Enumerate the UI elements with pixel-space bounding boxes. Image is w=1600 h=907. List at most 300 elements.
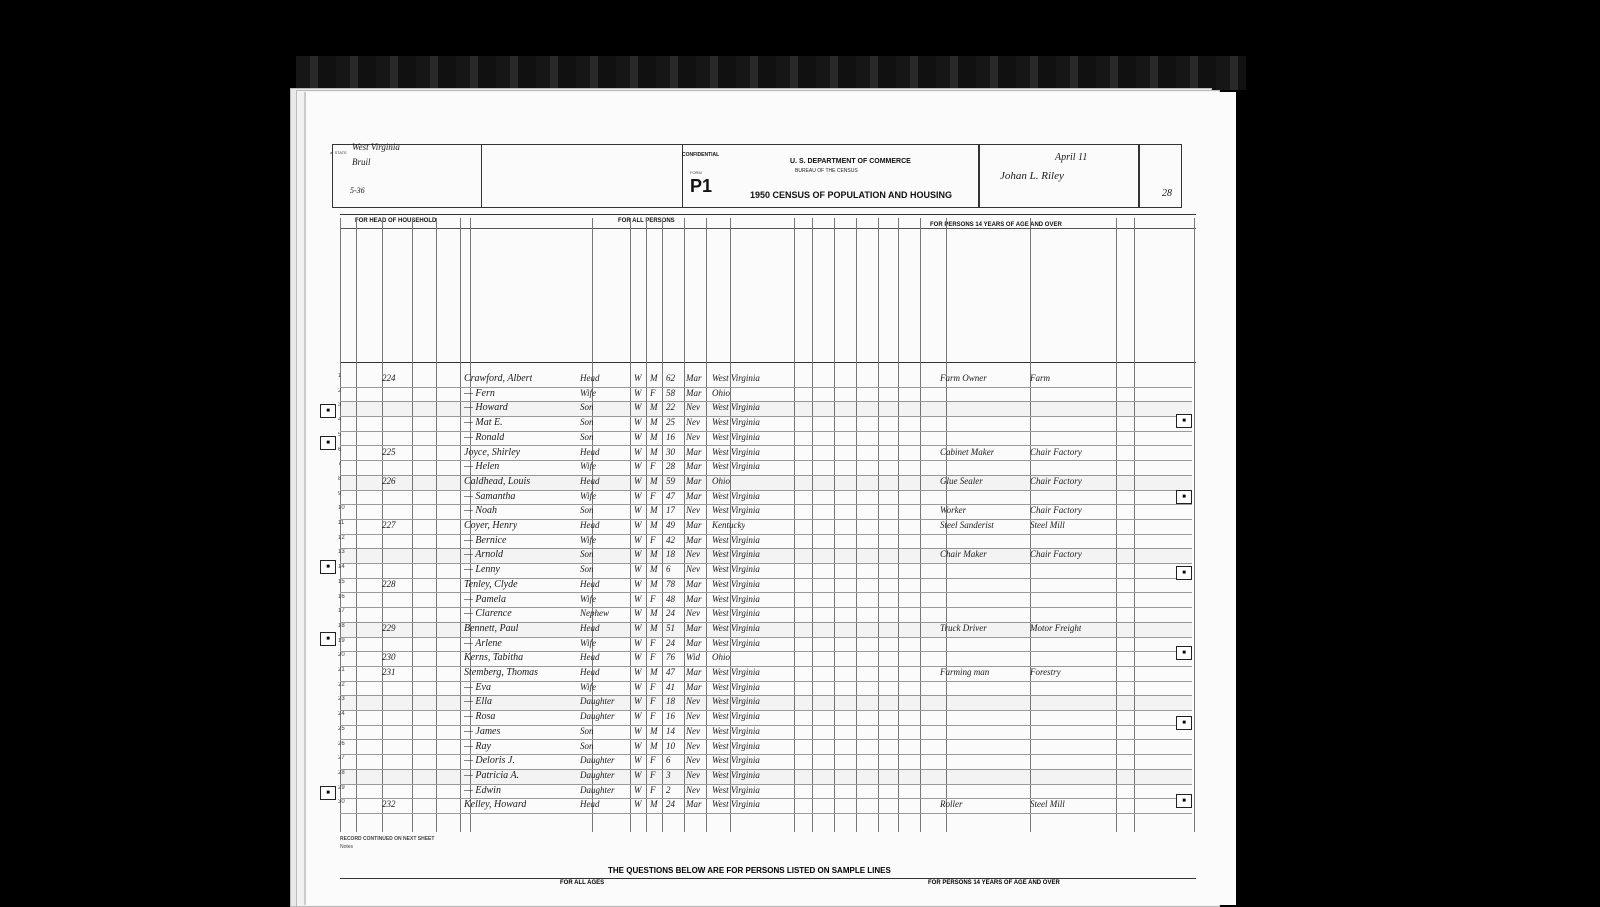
cell-name: — Deloris J.	[464, 755, 515, 767]
cell-marital: Nev	[686, 696, 700, 707]
cell-marital: Mar	[686, 637, 702, 648]
cell-line: 21	[338, 667, 345, 673]
cell-name: — Lenny	[464, 564, 500, 576]
cell-age: 17	[666, 505, 675, 516]
cell-name: — Rosa	[464, 711, 496, 723]
sample-line-marker: ■	[320, 632, 336, 646]
cell-relation: Head	[580, 622, 600, 633]
sheet-number-box	[1138, 144, 1182, 208]
cell-age: 78	[666, 578, 675, 589]
cell-birthplace: West Virginia	[712, 578, 760, 589]
sheet-number-value: 28	[1162, 188, 1172, 199]
cell-relation: Head	[580, 667, 600, 677]
sample-line-marker: ■	[320, 436, 336, 450]
cell-relation: Son	[580, 505, 594, 516]
cell-line: 29	[338, 784, 345, 791]
bureau-label: BUREAU OF THE CENSUS	[795, 168, 858, 174]
cell-industry: Chair Factory	[1030, 549, 1082, 560]
cell-age: 18	[666, 549, 675, 560]
cell-sex: M	[650, 417, 658, 428]
cell-line: 20	[338, 652, 345, 659]
cell-sex: M	[650, 608, 658, 619]
cell-birthplace: West Virginia	[712, 461, 760, 472]
cell-birthplace: West Virginia	[712, 769, 760, 780]
cell-relation: Son	[580, 402, 594, 413]
cell-birthplace: West Virginia	[712, 549, 760, 560]
cell-age: 3	[666, 769, 671, 780]
cell-marital: Nev	[686, 608, 700, 619]
cell-birthplace: Ohio	[712, 387, 730, 398]
cell-race: W	[634, 725, 642, 736]
cell-age: 41	[666, 681, 675, 692]
cell-race: W	[634, 461, 642, 472]
cell-line: 5	[338, 431, 342, 438]
cell-house: 228	[382, 578, 396, 589]
cell-birthplace: West Virginia	[712, 799, 760, 810]
census-row	[340, 710, 1192, 726]
cell-race: W	[634, 578, 642, 589]
cell-age: 47	[666, 667, 675, 677]
cell-age: 2	[666, 784, 671, 795]
cell-birthplace: West Virginia	[712, 534, 760, 545]
cell-industry: Chair Factory	[1030, 505, 1082, 516]
cell-marital: Mar	[686, 490, 702, 501]
cell-name: — Noah	[464, 505, 498, 517]
cell-relation: Nephew	[580, 608, 609, 619]
cell-race: W	[634, 608, 642, 619]
census-row	[340, 504, 1192, 520]
cell-age: 47	[666, 490, 675, 501]
cell-relation: Son	[580, 417, 594, 428]
cell-line: 1	[338, 373, 342, 379]
cell-sex: F	[650, 387, 656, 398]
footer-all-ages: FOR ALL AGES	[560, 880, 605, 886]
cell-age: 16	[666, 431, 675, 442]
cell-birthplace: Kentucky	[712, 520, 746, 530]
cell-occupation: Steel Sanderist	[940, 520, 994, 530]
cell-industry: Forestry	[1030, 667, 1061, 677]
cell-race: W	[634, 784, 642, 795]
cell-name: — Helen	[464, 461, 500, 473]
cell-name: Tenley, Clyde	[464, 578, 518, 590]
census-row	[340, 416, 1192, 432]
cell-age: 24	[666, 637, 675, 648]
cell-sex: M	[650, 475, 658, 486]
state-label: a. STATE	[330, 150, 347, 155]
cell-occupation: Farming man	[940, 667, 990, 677]
cell-line: 26	[338, 740, 345, 747]
address-box	[452, 144, 683, 208]
form-number: P1	[690, 176, 713, 196]
cell-age: 59	[666, 475, 675, 486]
cell-house: 226	[382, 475, 396, 486]
cell-name: Kerns, Tabitha	[464, 652, 524, 664]
cell-relation: Wife	[580, 461, 596, 472]
cell-sex: M	[650, 373, 658, 383]
cell-sex: F	[650, 490, 656, 501]
cell-age: 48	[666, 593, 675, 604]
sample-line-marker: ■	[1176, 716, 1192, 730]
cell-relation: Wife	[580, 637, 596, 648]
cell-marital: Mar	[686, 373, 702, 383]
cell-race: W	[634, 373, 642, 383]
cell-marital: Mar	[686, 622, 702, 633]
cell-marital: Wid	[686, 652, 701, 663]
cell-sex: M	[650, 505, 658, 516]
cell-race: W	[634, 637, 642, 648]
cell-age: 6	[666, 564, 671, 575]
cell-birthplace: West Virginia	[712, 373, 760, 383]
cell-marital: Nev	[686, 505, 700, 516]
cell-relation: Wife	[580, 681, 596, 692]
cell-relation: Head	[580, 578, 600, 589]
cell-occupation: Farm Owner	[940, 373, 987, 383]
cell-relation: Wife	[580, 534, 596, 545]
cell-line: 10	[338, 505, 345, 512]
cell-name: — Ronald	[464, 431, 505, 443]
scan-border-strip	[296, 56, 1246, 90]
sample-line-marker: ■	[320, 560, 336, 574]
cell-birthplace: West Virginia	[712, 740, 760, 751]
cell-line: 8	[338, 475, 342, 482]
cell-name: — James	[464, 725, 501, 737]
cell-birthplace: West Virginia	[712, 681, 760, 692]
census-row	[340, 769, 1192, 785]
cell-name: Kelley, Howard	[464, 799, 527, 811]
cell-relation: Daughter	[580, 696, 615, 707]
cell-occupation: Cabinet Maker	[940, 446, 995, 457]
cell-name: Stemberg, Thomas	[464, 667, 539, 678]
cell-line: 6	[338, 446, 342, 453]
cell-marital: Mar	[686, 681, 702, 692]
cell-occupation: Worker	[940, 505, 967, 516]
cell-name: — Howard	[464, 402, 508, 414]
census-row	[340, 534, 1192, 550]
cell-race: W	[634, 593, 642, 604]
cell-name: Bennett, Paul	[464, 622, 519, 634]
census-row	[340, 637, 1192, 653]
cell-house: 229	[382, 622, 396, 633]
cell-birthplace: West Virginia	[712, 608, 760, 619]
cell-house: 227	[382, 520, 396, 530]
cell-sex: F	[650, 784, 656, 795]
cell-birthplace: Ohio	[712, 475, 730, 486]
cell-age: 42	[666, 534, 675, 545]
cell-house: 225	[382, 446, 396, 457]
census-row	[340, 475, 1192, 491]
cell-line: 25	[338, 725, 345, 732]
cell-race: W	[634, 475, 642, 486]
cell-name: Joyce, Shirley	[464, 446, 521, 458]
cell-relation: Head	[580, 520, 600, 530]
cell-age: 24	[666, 608, 675, 619]
census-title: 1950 CENSUS OF POPULATION AND HOUSING	[750, 190, 953, 200]
cell-birthplace: West Virginia	[712, 622, 760, 633]
cell-sex: M	[650, 446, 658, 457]
cell-relation: Wife	[580, 387, 596, 398]
cell-sex: M	[650, 520, 658, 530]
census-row	[340, 431, 1192, 447]
cell-race: W	[634, 740, 642, 751]
cell-age: 30	[666, 446, 675, 457]
cell-race: W	[634, 769, 642, 780]
cell-sex: M	[650, 564, 658, 575]
cell-line: 18	[338, 622, 345, 629]
cell-industry: Farm	[1030, 373, 1050, 383]
cell-marital: Nev	[686, 755, 700, 766]
cell-industry: Steel Mill	[1030, 799, 1065, 810]
cell-sex: M	[650, 431, 658, 442]
state-value: West Virginia	[352, 142, 400, 152]
census-row	[340, 519, 1192, 535]
cell-age: 58	[666, 387, 675, 398]
confidential-label: CONFIDENTIAL	[682, 152, 720, 158]
cell-relation: Son	[580, 564, 594, 575]
cell-industry: Steel Mill	[1030, 520, 1065, 530]
cell-occupation: Chair Maker	[940, 549, 987, 560]
census-row	[340, 651, 1192, 667]
cell-name: — Arlene	[464, 637, 502, 649]
cell-marital: Mar	[686, 799, 702, 810]
cell-line: 2	[338, 387, 342, 394]
census-row	[340, 460, 1192, 476]
cell-race: W	[634, 652, 642, 663]
cell-marital: Mar	[686, 475, 702, 486]
cell-birthplace: West Virginia	[712, 667, 760, 677]
cell-sex: F	[650, 534, 656, 545]
cell-race: W	[634, 622, 642, 633]
cell-name: Caldhead, Louis	[464, 475, 531, 487]
cell-line: 17	[338, 608, 345, 615]
cell-age: 25	[666, 417, 675, 428]
cell-sex: F	[650, 769, 656, 780]
cell-industry: Motor Freight	[1030, 622, 1082, 633]
census-row	[340, 490, 1192, 506]
cell-race: W	[634, 490, 642, 501]
cell-race: W	[634, 387, 642, 398]
cell-birthplace: West Virginia	[712, 564, 760, 575]
cell-birthplace: West Virginia	[712, 431, 760, 442]
cell-relation: Wife	[580, 490, 596, 501]
cell-marital: Nev	[686, 725, 700, 736]
cell-sex: F	[650, 755, 656, 766]
cell-marital: Nev	[686, 402, 700, 413]
cell-relation: Daughter	[580, 711, 615, 722]
sample-line-marker: ■	[1176, 794, 1192, 808]
cell-line: 14	[338, 564, 345, 571]
sample-line-marker: ■	[1176, 566, 1192, 580]
cell-marital: Mar	[686, 446, 702, 457]
footer-title: THE QUESTIONS BELOW ARE FOR PERSONS LISTED ON SAMPLE LINES	[608, 866, 891, 875]
cell-birthplace: West Virginia	[712, 725, 760, 736]
census-row	[340, 666, 1192, 682]
cell-age: 76	[666, 652, 675, 663]
cell-marital: Nev	[686, 549, 700, 560]
census-row	[340, 754, 1192, 770]
cell-name: — Samantha	[464, 490, 516, 502]
census-row	[340, 548, 1192, 564]
cell-birthplace: West Virginia	[712, 637, 760, 648]
cell-line: 22	[338, 681, 345, 688]
cell-line: 9	[338, 490, 342, 497]
cell-age: 24	[666, 799, 675, 810]
ed-value: 5-36	[350, 186, 365, 195]
census-row	[340, 446, 1192, 462]
census-row	[340, 725, 1192, 741]
cell-race: W	[634, 755, 642, 766]
cell-sex: M	[650, 667, 658, 677]
cell-relation: Son	[580, 725, 594, 736]
sample-line-marker: ■	[320, 786, 336, 800]
cell-race: W	[634, 667, 642, 677]
all-persons-label: FOR ALL PERSONS	[618, 218, 675, 224]
cell-birthplace: Ohio	[712, 652, 730, 663]
cell-race: W	[634, 799, 642, 810]
cell-sex: M	[650, 622, 658, 633]
notes-label: Notes	[340, 844, 354, 850]
cell-name: — Clarence	[464, 608, 512, 620]
census-row	[340, 622, 1192, 638]
cell-name: — Edwin	[464, 784, 501, 796]
cell-race: W	[634, 549, 642, 560]
cell-age: 51	[666, 622, 675, 633]
cell-name: — Fern	[464, 387, 495, 399]
census-row	[340, 578, 1192, 594]
cell-house: 231	[382, 667, 396, 677]
cell-race: W	[634, 446, 642, 457]
cell-line: 23	[338, 696, 345, 703]
cell-marital: Mar	[686, 534, 702, 545]
cell-birthplace: West Virginia	[712, 696, 760, 707]
footer-rule	[340, 878, 1196, 879]
cell-age: 18	[666, 696, 675, 707]
cell-occupation: Glue Sealer	[940, 475, 983, 486]
cell-relation: Daughter	[580, 769, 615, 780]
cell-line: 15	[338, 578, 345, 585]
department-label: U. S. DEPARTMENT OF COMMERCE	[790, 158, 911, 165]
cell-line: 4	[338, 417, 342, 424]
sample-line-marker: ■	[1176, 646, 1192, 660]
cell-name: Coyer, Henry	[464, 520, 518, 531]
cell-house: 230	[382, 652, 396, 663]
cell-race: W	[634, 696, 642, 707]
cell-sex: M	[650, 578, 658, 589]
census-row	[340, 372, 1192, 388]
cell-name: Crawford, Albert	[464, 373, 533, 384]
census-row	[340, 563, 1192, 579]
cell-relation: Son	[580, 549, 594, 560]
census-row	[340, 593, 1192, 609]
cell-sex: F	[650, 711, 656, 722]
cell-sex: M	[650, 799, 658, 810]
cell-race: W	[634, 711, 642, 722]
header-bottom-rule	[340, 362, 1196, 363]
cell-line: 12	[338, 534, 345, 541]
census-rows	[340, 372, 1192, 832]
cell-name: — Ray	[464, 740, 491, 752]
cell-relation: Wife	[580, 593, 596, 604]
cell-line: 13	[338, 549, 345, 556]
enumerator-signature: Johan L. Riley	[1000, 170, 1064, 182]
cell-name: — Pamela	[464, 593, 506, 605]
census-row	[340, 695, 1192, 711]
fourteen-plus-label: FOR PERSONS 14 YEARS OF AGE AND OVER	[930, 222, 1062, 228]
cell-name: — Eva	[464, 681, 491, 693]
cell-line: 30	[338, 799, 345, 806]
cell-birthplace: West Virginia	[712, 490, 760, 501]
cell-house: 232	[382, 799, 396, 810]
cell-line: 24	[338, 711, 345, 718]
sample-line-marker: ■	[1176, 490, 1192, 504]
cell-marital: Nev	[686, 740, 700, 751]
cell-race: W	[634, 402, 642, 413]
cell-relation: Son	[580, 431, 594, 442]
col-line	[1194, 218, 1195, 832]
sample-line-marker: ■	[1176, 414, 1192, 428]
cell-relation: Head	[580, 799, 600, 810]
cell-sex: F	[650, 652, 656, 663]
cell-occupation: Truck Driver	[940, 622, 987, 633]
cell-marital: Mar	[686, 461, 702, 472]
cell-house: 224	[382, 373, 396, 383]
header-mid-rule	[340, 228, 1196, 229]
cell-marital: Mar	[686, 578, 702, 589]
cell-birthplace: West Virginia	[712, 505, 760, 516]
cell-marital: Nev	[686, 431, 700, 442]
cell-relation: Head	[580, 446, 600, 457]
sample-line-marker: ■	[320, 404, 336, 418]
cell-sex: M	[650, 725, 658, 736]
cell-sex: F	[650, 681, 656, 692]
cell-name: — Arnold	[464, 549, 503, 561]
cell-line: 7	[338, 461, 342, 468]
cell-relation: Head	[580, 475, 600, 486]
cell-race: W	[634, 417, 642, 428]
footer-fourteen-plus: FOR PERSONS 14 YEARS OF AGE AND OVER	[928, 880, 1060, 886]
cell-sex: F	[650, 637, 656, 648]
cell-marital: Mar	[686, 520, 702, 530]
census-row	[340, 401, 1192, 417]
cell-name: — Bernice	[464, 534, 507, 546]
cell-line: 19	[338, 637, 345, 644]
cell-industry: Chair Factory	[1030, 475, 1082, 486]
cell-age: 62	[666, 373, 675, 383]
cell-age: 10	[666, 740, 675, 751]
record-continued-note: RECORD CONTINUED ON NEXT SHEET	[340, 836, 435, 842]
head-of-household-label: FOR HEAD OF HOUSEHOLD	[355, 218, 437, 224]
cell-relation: Head	[580, 652, 600, 663]
cell-age: 22	[666, 402, 675, 413]
form-label: FORM	[690, 170, 702, 175]
cell-birthplace: West Virginia	[712, 711, 760, 722]
cell-birthplace: West Virginia	[712, 784, 760, 795]
cell-name: — Mat E.	[464, 417, 503, 429]
census-row	[340, 784, 1192, 800]
cell-sex: F	[650, 696, 656, 707]
cell-marital: Nev	[686, 564, 700, 575]
cell-line: 16	[338, 593, 345, 600]
cell-race: W	[634, 564, 642, 575]
cell-marital: Nev	[686, 711, 700, 722]
census-row	[340, 740, 1192, 756]
cell-marital: Nev	[686, 784, 700, 795]
cell-age: 16	[666, 711, 675, 722]
cell-race: W	[634, 534, 642, 545]
cell-relation: Head	[580, 373, 600, 383]
cell-age: 49	[666, 520, 675, 530]
cell-age: 28	[666, 461, 675, 472]
cell-line: 11	[338, 520, 345, 526]
